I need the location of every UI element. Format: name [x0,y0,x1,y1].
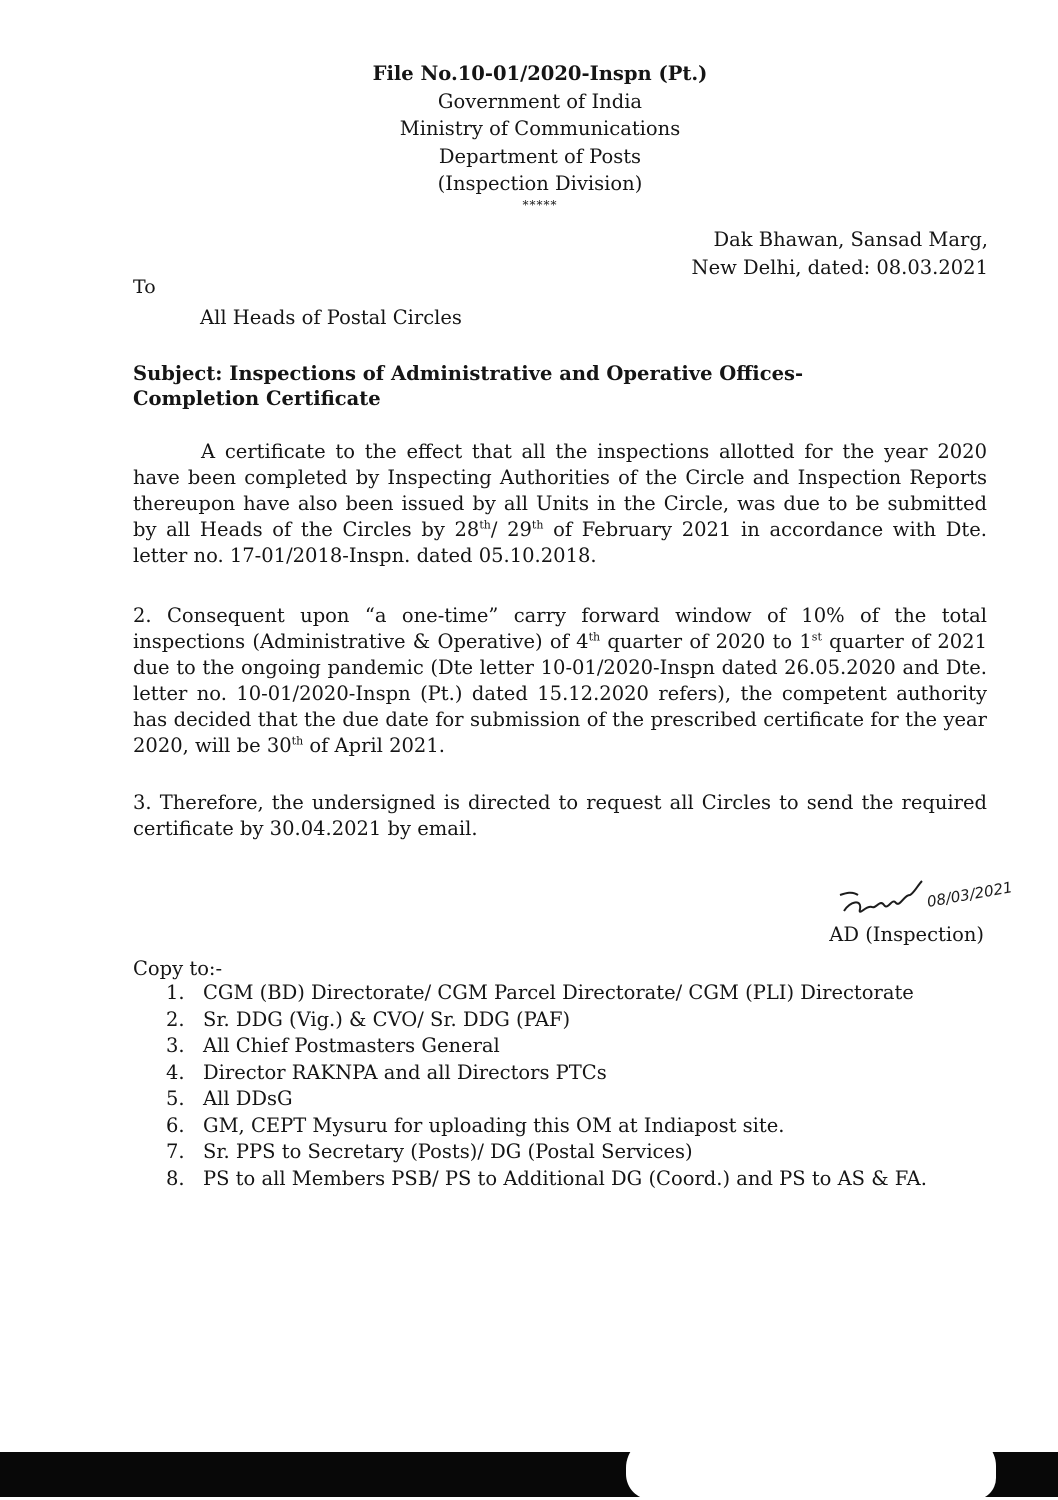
signature-stroke [840,893,858,895]
copy-to-list [161,980,927,1192]
signature-stroke [844,881,922,912]
list-item: 6. GM, CEPT Mysuru for uploading this OM at Indiapost site. [166,1113,785,1137]
list-item: 3. All Chief Postmasters General [166,1034,500,1057]
list-item: 5. All DDsG [166,1087,293,1110]
list-item: 4. Director RAKNPA and all Directors PTCs [166,1060,607,1084]
handwritten-signature [836,865,1026,925]
to-label: To [133,276,156,298]
header-line: Ministry of Communications [399,117,681,140]
header-line: Department of Posts [438,144,642,168]
header-line: (Inspection Division) [437,172,643,195]
address-date-line: New Delhi, dated: 08.03.2021 [691,256,988,279]
paragraph-2: 2. Consequent upon “a one-time” carry forward window of 10% of the total inspections (Administrative & Operative) of 4th quarter of 2020 to 1st quarter of 2021 due to the ongoing pandemic (Dte letter 10-01/2020-Inspn dated 26.05.2020 and Dte. letter no. 10-01/2020-Inspn (Pt.) dated 15.12.2020 refers), the competent authority has decided that the due date for submission of the prescribed certificate for the year 2020, will be 30th of April 2021. [133,604,987,757]
list-item: 7. Sr. PPS to Secretary (Posts)/ DG (Postal Services) [166,1140,693,1163]
paragraph-3: 3. Therefore, the undersigned is directed to request all Circles to send the required certificate by 30.04.2021 by email. [133,791,987,840]
sender-address [692,226,988,282]
recipient: All Heads of Postal Circles [200,306,462,329]
list-item: 8. PS to all Members PSB/ PS to Additional DG (Coord.) and PS to AS & FA. [166,1166,927,1190]
header-line: Government of India [437,89,643,113]
file-number: File No.10-01/2020-Inspn (Pt.) [372,62,708,85]
designation: AD (Inspection) [829,923,984,946]
paragraph-1: A certificate to the effect that all the inspections allotted for the year 2020 have been completed by Inspecting Authorities of the Circle and Inspection Reports thereupon have also been issued by all Units in the Circle, was due to be submitted by all Heads of the Circles by 28th/ 29th of February 2021 in accordance with Dte. letter no. 17-01/2018-Inspn. dated 05.10.2018. [133,440,987,567]
address-line: Dak Bhawan, Sansad Marg, [713,228,988,251]
scan-whiteout [626,1436,996,1500]
list-item: 1. CGM (BD) Directorate/ CGM Parcel Directorate/ CGM (PLI) Directorate [166,981,914,1004]
list-item: 2. Sr. DDG (Vig.) & CVO/ Sr. DDG (PAF) [166,1007,571,1031]
signature-date: 08/03/2021 [925,878,1014,911]
header-stars: ***** [522,197,558,212]
copy-to-label: Copy to:- [133,957,223,980]
subject-line: Subject: Inspections of Administrative and Operative Offices- Completion Certificate [133,362,804,410]
letter-header [360,60,720,212]
